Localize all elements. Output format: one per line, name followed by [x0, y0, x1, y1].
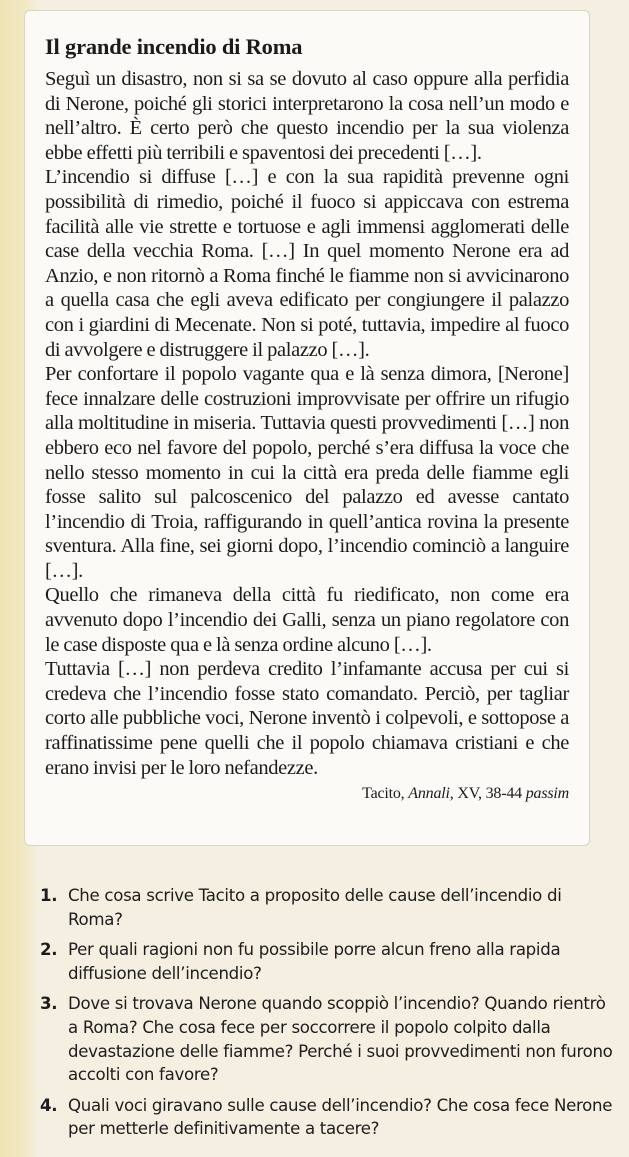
question-text: Per quali ragioni non fu possibile porre alcun freno alla rapida diffusione dell’incendio?	[68, 940, 561, 983]
source-paragraph: Tuttavia […] non perdeva credito l’infamante accusa per cui si credeva che l’incendio fosse stato comandato. Perciò, per tagliar corto alle pubbliche voci, Nerone inventò i colpevoli, e sottopose a raffinatissime pene quelli che il popolo chiamava cristiani e che erano invisi per le loro nefandezze.	[45, 658, 569, 779]
question-number: 2.	[40, 940, 58, 960]
source-paragraph: L’incendio si diffuse […] e con la sua rapidità prevenne ogni possibilità di rimedio, poiché il fuoco si appiccava con estrema facilità alle vie strette e tortuose e agli immensi agglomerati delle case della vecchia Roma. […] In quel momento Nerone era ad Anzio, e non ritornò a Roma finché le fiamme non si avvicinarono a quella casa che egli aveva edificato per congiungere il palazzo con i giardini di Mecenate. Non si poté, tuttavia, impedire al fuoco di avvolgere e distruggere il palazzo […].	[45, 166, 569, 361]
source-title: Il grande incendio di Roma	[45, 34, 303, 59]
citation-work: Annali	[408, 785, 450, 803]
citation-passim: passim	[525, 785, 569, 803]
source-text-box	[24, 10, 590, 846]
source-paragraph: Seguì un disastro, non si sa se dovuto al caso oppure alla perfidia di Nerone, poiché gli storici interpretarono la cosa nell’un modo e nell’altro. È certo però che questo incendio per la sua violenza ebbe effetti più terribili e spaventosi dei precedenti […].	[45, 68, 569, 164]
question-number: 1.	[40, 886, 58, 905]
question-item	[40, 884, 615, 931]
question-item	[40, 938, 615, 985]
question-number: 4.	[40, 1095, 58, 1115]
question-list	[40, 884, 615, 1148]
question-text: Dove si trovava Nerone quando scoppiò l’incendio? Quando rientrò a Roma? Che cosa fece per soccorrere il popolo colpito dalla devastazione delle fiamme? Perché i suoi provvedimenti non furono accolti con favore?	[68, 994, 613, 1085]
question-item	[40, 1094, 615, 1141]
question-item	[40, 992, 615, 1086]
question-number: 3.	[40, 994, 58, 1014]
question-text: Quali voci giravano sulle cause dell’incendio? Che cosa fece Nerone per metterle definitivamente a tacere?	[68, 1095, 613, 1139]
citation-ref: , XV, 38-44	[449, 785, 526, 803]
source-paragraph: Per confortare il popolo vagante qua e là senza dimora, [Nerone] fece innalzare delle costruzioni improvvisate per offrire un rifugio alla moltitudine in miseria. Tuttavia questi provvedimenti […] non ebbero eco nel favore del popolo, perché s’era diffusa la voce che nello stesso momento in cui la città era preda delle fiamme egli fosse salito sul palcoscenico del palazzo ed avesse cantato l’incendio di Troia, raffigurando in quell’antica rovina la presente sventura. Alla fine, sei giorni dopo, l’incendio cominciò a languire […].	[45, 363, 569, 582]
source-paragraph: Quello che rimaneva della città fu riedificato, non come era avvenuto dopo l’incendio dei Galli, senza un piano regolatore con le case disposte qua e là senza ordine alcuno […].	[45, 584, 569, 656]
question-text: Che cosa scrive Tacito a proposito delle cause dell’incendio di Roma?	[68, 886, 562, 929]
source-citation	[45, 784, 569, 804]
citation-author: Tacito,	[362, 785, 409, 803]
